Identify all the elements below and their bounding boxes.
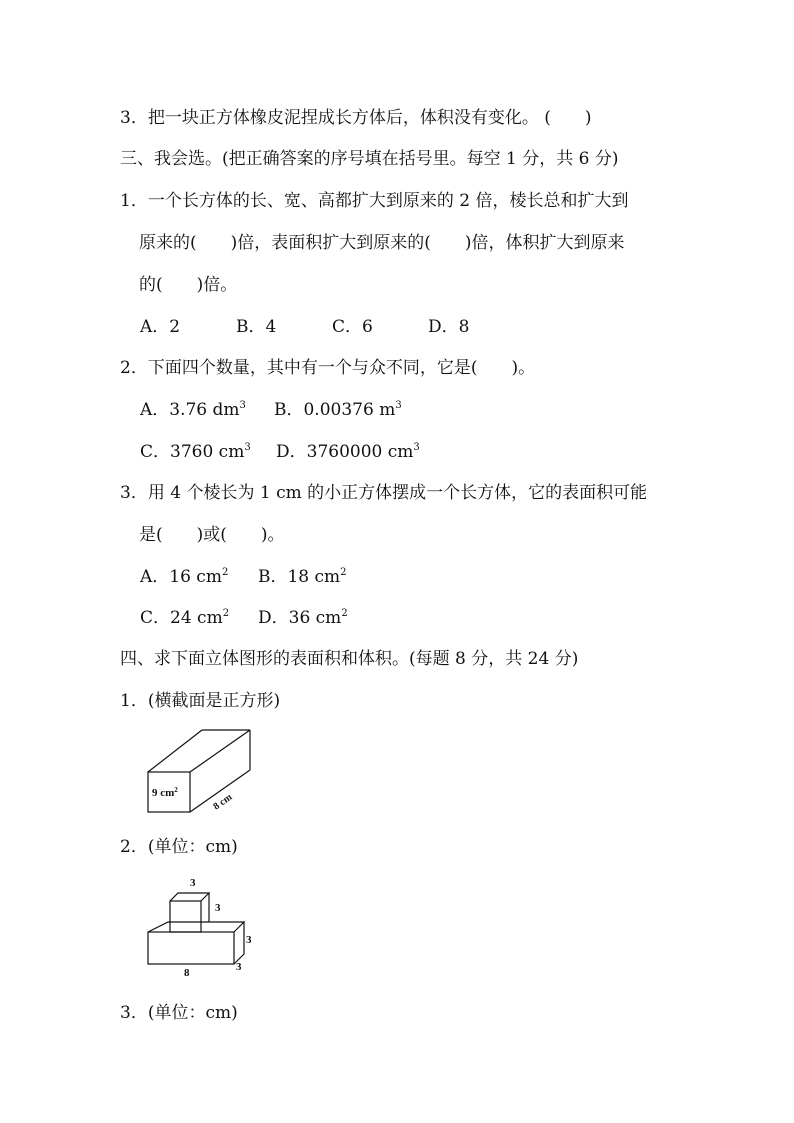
choice-q1-option-d: D．8 bbox=[428, 317, 470, 337]
choice-q1-line3: 的( )倍。 bbox=[139, 275, 238, 295]
base-height-label: 3 bbox=[246, 934, 252, 946]
base-length-label: 8 bbox=[184, 967, 190, 979]
choice-q2-option-a: A．3.76 $dm^3$ bbox=[140, 400, 246, 420]
choice-q1-line1: 1．一个长方体的长、宽、高都扩大到原来的 2 倍，棱长总和扩大到 bbox=[120, 191, 629, 211]
stacked-solid-figure bbox=[140, 868, 260, 980]
section-4-heading: 四、求下面立体图形的表面积和体积。(每题 8 分，共 24 分) bbox=[120, 649, 579, 669]
choice-q2-stem: 2．下面四个数量，其中有一个与众不同，它是( )。 bbox=[120, 358, 536, 378]
choice-q1-option-b: B．4 bbox=[236, 317, 277, 337]
prism-length-label: 8 cm bbox=[211, 791, 235, 813]
solid-q2-label: 2．(单位：cm) bbox=[120, 837, 238, 857]
choice-q3-option-a: A．16 $cm^2$ bbox=[140, 567, 229, 587]
choice-q1-option-c: C．6 bbox=[332, 317, 373, 337]
choice-q3-option-c: C．24 $cm^2$ bbox=[140, 608, 230, 628]
choice-q3-option-b: B．18 $cm^2$ bbox=[258, 567, 347, 587]
choice-q3-option-d: D．36 $cm^2$ bbox=[258, 608, 348, 628]
choice-q2-option-d: D．3760000 $cm^3$ bbox=[276, 442, 420, 462]
solid-q1-label: 1．(横截面是正方形) bbox=[120, 691, 281, 711]
face-area-label: 9 $cm^2$ bbox=[152, 786, 178, 799]
cube-right-label: 3 bbox=[215, 902, 221, 914]
square-prism-figure bbox=[140, 722, 270, 822]
choice-q3-line2: 是( )或( )。 bbox=[139, 525, 285, 545]
choice-q2-option-c: C．3760 $cm^3$ bbox=[140, 442, 251, 462]
section-3-heading: 三、我会选。(把正确答案的序号填在括号里。每空 1 分，共 6 分) bbox=[120, 149, 619, 169]
choice-q1-option-a: A．2 bbox=[140, 317, 181, 337]
choice-q1-line2: 原来的( )倍，表面积扩大到原来的( )倍，体积扩大到原来 bbox=[139, 233, 625, 253]
judge-question-3: 3．把一块正方体橡皮泥捏成长方体后，体积没有变化。 ( ) bbox=[120, 108, 592, 128]
base-depth-label: 3 bbox=[236, 961, 242, 973]
choice-q3-line1: 3．用 4 个棱长为 1 cm 的小正方体摆成一个长方体，它的表面积可能 bbox=[120, 483, 648, 503]
solid-q3-label: 3．(单位：cm) bbox=[120, 1003, 238, 1023]
cube-top-label: 3 bbox=[190, 877, 196, 889]
choice-q2-option-b: B．0.00376 $m^3$ bbox=[274, 400, 402, 420]
